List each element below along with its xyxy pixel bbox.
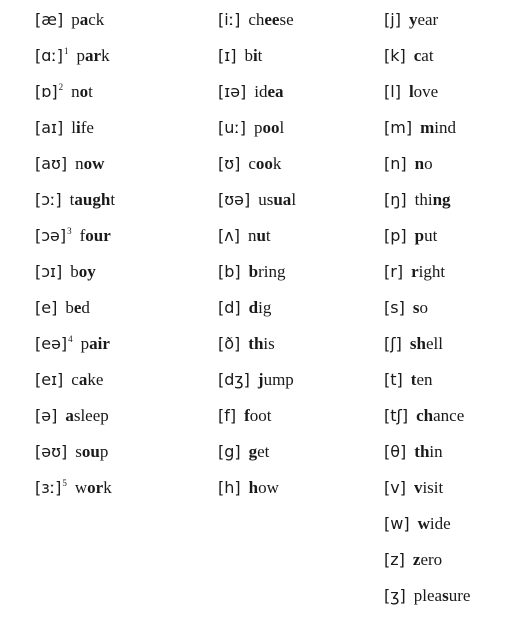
highlighted-letters: d (248, 298, 259, 317)
phonetic-symbol: [s] (384, 298, 405, 317)
column-1 (35, 6, 115, 510)
highlighted-letters: o (79, 82, 89, 101)
word-fragment: p (254, 118, 263, 137)
word-fragment: d (81, 298, 90, 317)
phoneme-entry (218, 42, 296, 78)
phonetic-symbol: [d] (218, 298, 241, 317)
phonetic-symbol: [h] (218, 478, 241, 497)
phoneme-entry (35, 294, 115, 330)
example-word (75, 442, 108, 461)
example-word (415, 190, 451, 209)
example-word (70, 262, 96, 281)
phoneme-entry (35, 6, 115, 42)
word-fragment: ance (433, 406, 465, 425)
word-fragment: p (76, 46, 86, 65)
phonetic-symbol: [aɪ] (35, 118, 64, 137)
phonetic-symbol: [ɒ] (35, 82, 58, 101)
word-fragment: t (88, 82, 93, 101)
word-fragment: se (279, 10, 294, 29)
word-fragment: ump (263, 370, 294, 389)
word-fragment: ind (434, 118, 456, 137)
highlighted-letters: y (408, 10, 418, 29)
phonetic-symbol: [b] (218, 262, 241, 281)
example-word (248, 334, 274, 353)
example-word (411, 262, 445, 281)
word-fragment: ck (88, 10, 105, 29)
word-fragment: n (75, 154, 84, 173)
phoneme-entry (384, 510, 470, 546)
word-fragment: fe (80, 118, 94, 137)
phoneme-entry (218, 330, 296, 366)
phonetic-symbol: [ʌ] (218, 226, 240, 245)
word-fragment: isit (422, 478, 444, 497)
example-word (80, 226, 111, 245)
phoneme-entry (35, 330, 115, 366)
phonetic-symbol: [n] (384, 154, 407, 173)
word-fragment: ut (424, 226, 438, 245)
example-word (70, 190, 115, 209)
word-fragment: ure (448, 586, 471, 605)
phoneme-entry (35, 150, 115, 186)
example-word (414, 478, 443, 497)
example-word (249, 442, 270, 461)
highlighted-letters: oo (262, 118, 280, 137)
word-fragment: ight (418, 262, 446, 281)
highlighted-letters: c (413, 46, 422, 65)
highlighted-letters: w (417, 514, 430, 533)
example-word (77, 46, 110, 65)
phonetic-symbol: [k] (384, 46, 406, 65)
word-fragment: w (74, 478, 88, 497)
phoneme-entry (35, 438, 115, 474)
example-word (248, 10, 293, 29)
highlighted-letters: g (248, 442, 258, 461)
phonetic-symbol: [j] (384, 10, 401, 29)
highlighted-letters: i (75, 118, 81, 137)
highlighted-letters: v (413, 478, 423, 497)
phoneme-entry (218, 294, 296, 330)
phoneme-entry (218, 402, 296, 438)
word-fragment: p (99, 442, 109, 461)
phoneme-entry (218, 222, 296, 258)
phoneme-entry (384, 42, 470, 78)
example-word (71, 82, 93, 101)
phoneme-entry (218, 366, 296, 402)
word-fragment: ig (258, 298, 272, 317)
phoneme-entry (218, 78, 296, 114)
example-word (414, 46, 434, 65)
phoneme-entry (384, 330, 470, 366)
phonetic-symbol: [iː] (218, 10, 241, 29)
highlighted-letters: n (414, 154, 425, 173)
highlighted-letters: or (87, 478, 104, 497)
phonetic-symbol: [ɔə] (35, 226, 67, 245)
word-fragment: t (265, 226, 271, 245)
example-word (414, 442, 442, 461)
highlighted-letters: f (244, 406, 250, 425)
highlighted-letters: a (78, 370, 88, 389)
phoneme-entry (384, 582, 470, 618)
phonetic-symbol: [eɪ] (35, 370, 64, 389)
phoneme-entry (218, 258, 296, 294)
highlighted-letters: our (85, 226, 111, 245)
phoneme-entry (35, 366, 115, 402)
phonetic-symbol: [ɜː] (35, 478, 62, 497)
phonetic-symbol: [g] (218, 442, 241, 461)
example-word (249, 262, 286, 281)
phonetic-symbol: [t] (384, 370, 403, 389)
highlighted-letters: j (257, 370, 264, 389)
example-word (249, 298, 272, 317)
phonetic-symbol: [m] (384, 118, 413, 137)
phoneme-entry (218, 438, 296, 474)
word-fragment: f (79, 226, 86, 245)
word-fragment: ow (258, 478, 279, 497)
example-word (244, 406, 271, 425)
word-fragment: c (248, 154, 256, 173)
phonetic-symbol: [eə] (35, 334, 68, 353)
phoneme-entry (218, 474, 296, 510)
word-fragment: plea (413, 586, 443, 605)
word-fragment: ide (429, 514, 451, 533)
phonetic-symbol: [dʒ] (218, 370, 250, 389)
word-fragment: p (71, 10, 80, 29)
example-word (254, 118, 284, 137)
footnote-marker: 4 (68, 334, 73, 345)
phoneme-entry (35, 222, 115, 258)
phoneme-entry (384, 366, 470, 402)
highlighted-letters: ow (83, 154, 105, 173)
phonetic-symbol: [aʊ] (35, 154, 68, 173)
example-word (65, 298, 90, 317)
phoneme-entry (384, 150, 470, 186)
example-word (71, 370, 103, 389)
example-word (71, 10, 104, 29)
phoneme-entry (35, 186, 115, 222)
word-fragment: b (70, 262, 79, 281)
example-word (248, 226, 271, 245)
example-word (75, 478, 112, 497)
word-fragment: t (257, 46, 263, 65)
phonetic-symbol: [e] (35, 298, 58, 317)
highlighted-letters: ar (85, 46, 102, 65)
phonetic-symbol: [ð] (218, 334, 241, 353)
word-fragment: is (263, 334, 275, 353)
example-word (414, 586, 471, 605)
phoneme-entry (35, 402, 115, 438)
example-word (410, 334, 443, 353)
phoneme-entry (384, 402, 470, 438)
column-2 (218, 6, 296, 510)
highlighted-letters: t (410, 370, 417, 389)
word-fragment: ring (258, 262, 286, 281)
phoneme-entry (384, 114, 470, 150)
highlighted-letters: s (412, 298, 420, 317)
highlighted-letters: b (248, 262, 259, 281)
word-fragment: p (80, 334, 90, 353)
word-fragment: us (258, 190, 274, 209)
footnote-marker: 5 (62, 478, 67, 489)
word-fragment: l (291, 190, 297, 209)
example-word (249, 478, 279, 497)
word-fragment: ero (420, 550, 443, 569)
highlighted-letters: th (414, 442, 430, 461)
word-fragment: n (71, 82, 80, 101)
phoneme-entry (35, 78, 115, 114)
word-fragment: o (424, 154, 433, 173)
phonetic-symbol: [l] (384, 82, 401, 101)
footnote-marker: 3 (67, 226, 72, 237)
column-3 (384, 6, 470, 618)
highlighted-letters: s (442, 586, 449, 605)
phoneme-entry (384, 258, 470, 294)
phoneme-entry (218, 150, 296, 186)
phoneme-entry (218, 186, 296, 222)
word-fragment: s (75, 442, 82, 461)
highlighted-letters: ea (267, 82, 284, 101)
phonetic-symbol: [ʒ] (384, 586, 406, 605)
word-fragment: t (69, 190, 75, 209)
example-word (258, 190, 296, 209)
word-fragment: en (416, 370, 433, 389)
word-fragment: id (254, 82, 268, 101)
highlighted-letters: th (248, 334, 264, 353)
phoneme-entry (384, 294, 470, 330)
phonetic-symbol: [p] (384, 226, 407, 245)
word-fragment: ear (417, 10, 439, 29)
example-word (254, 82, 283, 101)
phoneme-entry (384, 546, 470, 582)
highlighted-letters: p (414, 226, 425, 245)
phoneme-entry (35, 114, 115, 150)
phoneme-entry (384, 6, 470, 42)
phonetic-symbol: [ɔɪ] (35, 262, 63, 281)
phonetic-symbol: [θ] (384, 442, 407, 461)
example-word (65, 406, 108, 425)
phoneme-entry (384, 438, 470, 474)
highlighted-letters: ee (264, 10, 280, 29)
highlighted-letters: a (79, 10, 89, 29)
phoneme-entry (35, 42, 115, 78)
highlighted-letters: ng (432, 190, 451, 209)
example-word (71, 118, 94, 137)
word-fragment: oot (249, 406, 272, 425)
highlighted-letters: r (411, 262, 419, 281)
example-word (248, 154, 281, 173)
word-fragment: b (65, 298, 74, 317)
phonetic-symbol: [uː] (218, 118, 247, 137)
word-fragment: in (429, 442, 443, 461)
phoneme-entry (384, 186, 470, 222)
phonetic-symbol: [tʃ] (384, 406, 409, 425)
word-fragment: thi (414, 190, 433, 209)
phonetic-symbol: [ʊ] (218, 154, 241, 173)
highlighted-letters: i (252, 46, 258, 65)
phonetic-symbol: [z] (384, 550, 405, 569)
example-word (244, 46, 262, 65)
example-word (418, 514, 451, 533)
example-word (75, 154, 104, 173)
example-word (415, 154, 433, 173)
word-fragment: o (419, 298, 428, 317)
example-word (411, 370, 433, 389)
example-word (416, 406, 464, 425)
highlighted-letters: augh (74, 190, 111, 209)
phonetic-symbol: [æ] (35, 10, 64, 29)
example-word (409, 82, 438, 101)
example-word (415, 226, 438, 245)
phoneme-entry (384, 474, 470, 510)
word-fragment: ke (87, 370, 104, 389)
example-word (409, 10, 438, 29)
word-fragment: k (101, 46, 110, 65)
highlighted-letters: m (420, 118, 435, 137)
phoneme-entry (384, 222, 470, 258)
word-fragment: at (421, 46, 434, 65)
phonetic-symbol: [ɑː] (35, 46, 64, 65)
word-fragment: k (272, 154, 282, 173)
highlighted-letters: u (256, 226, 266, 245)
highlighted-letters: ou (81, 442, 100, 461)
example-word (420, 118, 456, 137)
highlighted-letters: h (248, 478, 259, 497)
phonetic-symbol: [r] (384, 262, 404, 281)
word-fragment: ove (413, 82, 439, 101)
word-fragment: et (257, 442, 270, 461)
word-fragment: ell (425, 334, 443, 353)
example-word (81, 334, 110, 353)
word-fragment: t (110, 190, 116, 209)
phoneme-entry (35, 474, 115, 510)
phonetic-symbol: [ə] (35, 406, 58, 425)
phonetic-symbol: [w] (384, 514, 410, 533)
highlighted-letters: e (73, 298, 82, 317)
phonetic-symbol: [ŋ] (384, 190, 407, 209)
phonetic-symbol: [v] (384, 478, 406, 497)
phoneme-entry (35, 258, 115, 294)
word-fragment: b (244, 46, 253, 65)
phonetic-symbol: [ʊə] (218, 190, 251, 209)
word-fragment: sleep (73, 406, 109, 425)
phonetic-symbol: [ɪ] (218, 46, 237, 65)
word-fragment: l (279, 118, 285, 137)
example-word (258, 370, 294, 389)
highlighted-letters: sh (409, 334, 426, 353)
word-fragment: k (103, 478, 112, 497)
highlighted-letters: air (89, 334, 110, 353)
highlighted-letters: ch (416, 406, 434, 425)
phoneme-entry (218, 6, 296, 42)
phonetic-symbol: [f] (218, 406, 237, 425)
word-fragment: ch (248, 10, 265, 29)
highlighted-letters: ua (273, 190, 292, 209)
highlighted-letters: oo (255, 154, 273, 173)
phonetic-symbol: [əʊ] (35, 442, 68, 461)
phoneme-entry (218, 114, 296, 150)
example-word (413, 550, 442, 569)
highlighted-letters: z (412, 550, 421, 569)
example-word (413, 298, 428, 317)
footnote-marker: 1 (64, 46, 69, 57)
word-fragment: n (247, 226, 257, 245)
phonetic-symbol: [ɔː] (35, 190, 62, 209)
phonetic-symbol: [ʃ] (384, 334, 402, 353)
footnote-marker: 2 (58, 82, 64, 93)
phoneme-entry (384, 78, 470, 114)
word-fragment: l (71, 118, 76, 137)
highlighted-letters: a (65, 406, 74, 425)
highlighted-letters: l (408, 82, 414, 101)
phonetic-symbol: [ɪə] (218, 82, 247, 101)
highlighted-letters: oy (78, 262, 96, 281)
word-fragment: c (71, 370, 79, 389)
